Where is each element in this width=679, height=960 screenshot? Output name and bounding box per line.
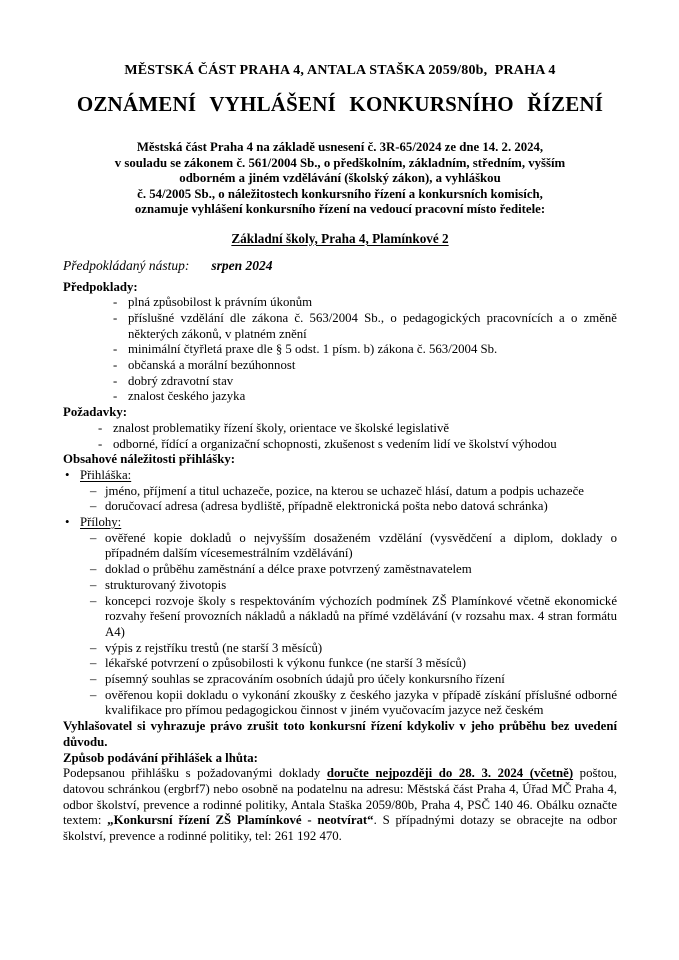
list-item: - znalost problematiky řízení školy, orientace ve školské legislativě <box>63 421 617 437</box>
start-date-value: srpen 2024 <box>211 257 273 273</box>
start-date-label: Předpokládaný nástup: <box>63 257 190 273</box>
list-item: - občanská a morální bezúhonnost <box>63 358 617 374</box>
document-body <box>63 280 617 845</box>
prilohy-label: Přílohy: <box>80 515 122 530</box>
submission-run: . S případnými dotazy se obracejte na odbor školství, prevence a rodinné politiky, tel: 261 192 470. <box>63 813 617 844</box>
list-item: – ověřené kopie dokladů o nejvyšším dosaženém vzdělání (vysvědčení a diplom, doklady o případném dalším vícesemestrálním vzdělávání) <box>63 531 617 562</box>
intro-line: Městská část Praha 4 na základě usnesení č. 3R-65/2024 ze dne 14. 2. 2024, <box>136 140 544 154</box>
list-item: – koncepci rozvoje školy s respektováním výchozích podmínek ZŠ Plamínkové včetně ekonomické rozvahy řešení provozních nákladů a nákladů na přímé vzdělávání (v rozsahu max. 4 stran formátu A4) <box>63 594 617 641</box>
submission-run: poštou, datovou schránkou (ergbrf7) nebo osobně na podatelnu na adresu: Městská část Praha 4, Úřad MČ Praha 4, odbor školství, prevence a rodinné politiky, Antala Staška 2059/80b, Praha 4, PSČ 140 46. Obálku označte textem: <box>63 766 618 828</box>
list-item: - příslušné vzdělání dle zákona č. 563/2004 Sb., o pedagogických pracovnících a o změně některých zákonů, v platném znění <box>63 311 617 342</box>
intro-paragraph <box>63 140 617 218</box>
cancellation-notice: Vyhlašovatel si vyhrazuje právo zrušit toto konkursní řízení kdykoliv v jeho průběhu bez uvedení důvodu. <box>63 719 617 749</box>
intro-line: č. 54/2005 Sb., o náležitostech konkursního řízení a konkursních komisích, <box>137 186 543 201</box>
section-heading-zpusob: Způsob podávání přihlášek a lhůta: <box>63 750 258 765</box>
section-heading-predpoklady: Předpoklady: <box>63 279 138 294</box>
list-item: – doručovací adresa (adresa bydliště, případně elektronická pošta nebo datová schránka) <box>63 499 617 515</box>
prihlaska-list <box>63 484 617 515</box>
start-date-row <box>63 257 617 274</box>
submission-paragraph <box>63 766 617 845</box>
list-item: - znalost českého jazyka <box>63 389 617 405</box>
submission-run: Podepsanou přihlášku s požadovanými doklady <box>63 766 327 781</box>
predpoklady-list <box>63 295 617 405</box>
position-title: Základní školy, Praha 4, Plamínkové 2 <box>231 230 449 246</box>
list-item: – jméno, příjmení a titul uchazeče, pozice, na kterou se uchazeč hlásí, datum a podpis uchazeče <box>63 484 617 500</box>
document-title: OZNÁMENÍ VYHLÁŠENÍ KONKURSNÍHO ŘÍZENÍ <box>76 92 604 116</box>
list-item: - minimální čtyřletá praxe dle § 5 odst. 1 písm. b) zákona č. 563/2004 Sb. <box>63 342 617 358</box>
submission-deadline: doručte nejpozději do 28. 3. 2024 (včetně) <box>326 766 574 781</box>
list-item: - plná způsobilost k právním úkonům <box>63 295 617 311</box>
list-item: - dobrý zdravotní stav <box>63 374 617 390</box>
list-item: – strukturovaný životopis <box>63 578 617 594</box>
envelope-label-text: „Konkursní řízení ZŠ Plamínkové - neotvírat“ <box>107 813 374 828</box>
list-item: - odborné, řídící a organizační schopnosti, zkušenost s vedením lidí ve školství výhodou <box>63 437 617 453</box>
prilohy-bullet <box>63 515 617 531</box>
list-item: – lékařské potvrzení o způsobilosti k výkonu funkce (ne starší 3 měsíců) <box>63 656 617 672</box>
list-item: – ověřenou kopii dokladu o vykonání zkoušky z českého jazyka v případě získání příslušné odborné kvalifikace pro přímou pedagogickou činnost v jiném vyučovacím jazyce než českém <box>63 688 617 719</box>
prilohy-list <box>63 531 617 719</box>
list-item: – doklad o průběhu zaměstnání a délce praxe potvrzený zaměstnavatelem <box>63 562 617 578</box>
prihlaska-bullet <box>63 468 617 484</box>
intro-line: oznamuje vyhlášení konkursního řízení na vedoucí pracovní místo ředitele: <box>134 202 546 216</box>
section-heading-obsah: Obsahové náležitosti přihlášky: <box>63 452 236 467</box>
list-item: – výpis z rejstříku trestů (ne starší 3 měsíců) <box>63 641 617 657</box>
prihlaska-label: Přihláška: <box>80 467 132 482</box>
list-item: – písemný souhlas se zpracováním osobních údajů pro účely konkursního řízení <box>63 672 617 688</box>
intro-line: odborném a jiném vzdělávání (školský zákon), a vyhláškou <box>179 171 501 185</box>
pozadavky-list <box>63 421 617 452</box>
intro-line: v souladu se zákonem č. 561/2004 Sb., o předškolním, základním, středním, vyšším <box>114 155 566 170</box>
section-heading-pozadavky: Požadavky: <box>63 405 127 420</box>
municipality-header: MĚSTSKÁ ČÁST PRAHA 4, ANTALA STAŠKA 2059/80b, PRAHA 4 <box>124 63 556 78</box>
